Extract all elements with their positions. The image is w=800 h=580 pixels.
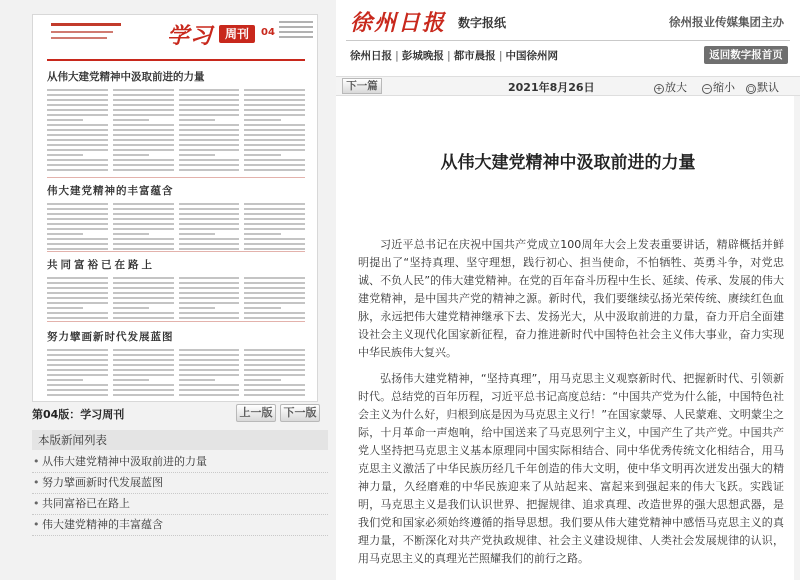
article-paragraph: 习近平总书记在庆祝中国共产党成立100周年大会上发表重要讲话，精辟概括并鲜明提出了“坚持真理、坚守理想，践行初心、担当使命，不怕牺牲、英勇斗争，对党忠诚、不负人民”的伟大建党精神。在党的百年奋斗历程中生长、延续、传承、发展的伟大建党精神，是中国共产党的精神之源。新时代，我们要继续弘扬光荣传统、赓续红色血脉，永远把伟大建党精神继承下去、发扬光大，从中汲取前进的力量，奋力开启全面建设社会主义现代化国家新征程，奋力推进新时代中国特色社会主义伟大事业，奋力实现中华民族伟大复兴。 [358, 238, 784, 359]
news-list-item[interactable]: • 努力擘画新时代发展蓝图 [32, 473, 328, 494]
thumbnail-page-number: 04 [261, 27, 275, 38]
header-divider [346, 40, 790, 41]
next-page-button[interactable]: 下一版 [280, 404, 320, 422]
issue-date: 2021年8月26日 [508, 81, 595, 94]
thumbnail-kicker-line [51, 31, 113, 33]
thumbnail-kicker-line [51, 37, 107, 39]
site-logo[interactable]: 徐州日报 [350, 10, 447, 36]
article-body [358, 236, 784, 576]
scrollbar[interactable] [794, 96, 800, 580]
news-list-item[interactable]: • 从伟大建党精神中汲取前进的力量 [32, 452, 328, 473]
page-thumbnail[interactable] [32, 14, 318, 402]
zoom-out-button[interactable] [702, 79, 735, 95]
article-title: 从伟大建党精神中汲取前进的力量 [440, 153, 696, 173]
right-panel [336, 0, 800, 580]
zoom-in-icon: + [655, 84, 663, 93]
link-divider: | [395, 50, 399, 62]
zoom-out-label: 缩小 [713, 81, 735, 94]
prev-page-button[interactable]: 上一版 [236, 404, 276, 422]
zoom-reset-icon: ○ [747, 84, 755, 93]
current-page-name: 第04版：学习周刊 [32, 408, 125, 421]
thumbnail-separator [47, 251, 305, 252]
article-toolbar [336, 76, 800, 96]
thumbnail-kicker-line [51, 23, 121, 26]
left-panel [0, 0, 336, 580]
link-china-xuzhou[interactable]: 中国徐州网 [505, 50, 559, 62]
thumbnail-separator [47, 321, 305, 322]
link-divider: | [446, 50, 451, 62]
thumbnail-headline-3[interactable]: 共同富裕已在路上 [47, 259, 155, 271]
site-links [350, 48, 558, 63]
publisher-name: 徐州报业传媒集团主办 [669, 15, 784, 29]
thumbnail-text-columns [47, 349, 305, 399]
link-pengcheng-evening[interactable]: 彭城晚报 [401, 50, 444, 62]
next-article-button[interactable]: 下一篇 [342, 78, 382, 94]
news-list-item[interactable]: • 共同富裕已在路上 [32, 494, 328, 515]
thumbnail-badge: 周刊 [219, 25, 255, 43]
thumbnail-side-info [279, 21, 313, 51]
zoom-in-label: 放大 [665, 81, 687, 94]
zoom-out-icon: − [703, 84, 711, 93]
link-dushi-morning[interactable]: 都市晨报 [453, 50, 496, 62]
thumbnail-headline-2[interactable]: 伟大建党精神的丰富蕴含 [47, 185, 174, 197]
zoom-reset-button[interactable] [746, 79, 779, 95]
thumbnail-headline-4[interactable]: 努力擘画新时代发展蓝图 [47, 331, 174, 343]
thumbnail-text-columns [47, 203, 305, 255]
thumbnail-separator [47, 177, 305, 178]
return-home-button[interactable]: 返回数字报首页 [704, 46, 788, 64]
site-logo-subtitle: 数字报纸 [458, 16, 507, 30]
link-xuzhou-daily[interactable]: 徐州日报 [350, 50, 392, 62]
thumbnail-rule [47, 59, 305, 61]
zoom-reset-label: 默认 [757, 81, 779, 94]
article-paragraph: 弘扬伟大建党精神，“坚持真理”，用马克思主义观察新时代、把握新时代、引领新时代。总结党的百年历程，习近平总书记高度总结：“中国共产党为什么能，中国特色社会主义为什么好，归根到底是因为马克思主义行！”在国家蒙辱、人民蒙难、文明蒙尘之际，十月革命一声炮响，给中国送来了马克思列宁主义，中国产生了共产党。中国共产党人坚持把马克思主义基本原理同中国实际相结合、同中华优秀传统文化相结合，用马克思主义激活了中华民族历经几千年创造的伟大文明，使中华文明再次迸发出强大的精神力量，久经磨难的中华民族迎来了从站起来、富起来到强起来的伟大飞跃。实践证明，马克思主义是我们认识世界、把握规律、追求真理、改造世界的强大思想武器，是我们党和国家必须始终遵循的指导思想。我们要从伟大建党精神中感悟马克思主义的真理力量，不断深化对共产党执政规律、社会主义建设规律、人类社会发展规律的认识，用马克思主义的真理光芒照耀我们的前行之路。 [358, 372, 784, 565]
thumbnail-headline-1[interactable]: 从伟大建党精神中汲取前进的力量 [47, 71, 205, 83]
news-list-title: 本版新闻列表 [32, 430, 328, 450]
link-divider: | [498, 50, 503, 62]
thumbnail-logo: 学习 [167, 23, 214, 49]
news-list [32, 452, 328, 536]
thumbnail-masthead [33, 15, 317, 61]
zoom-in-button[interactable] [654, 79, 687, 95]
thumbnail-text-columns [47, 277, 305, 323]
news-list-item[interactable]: • 伟大建党精神的丰富蕴含 [32, 515, 328, 536]
thumbnail-text-columns [47, 89, 305, 175]
